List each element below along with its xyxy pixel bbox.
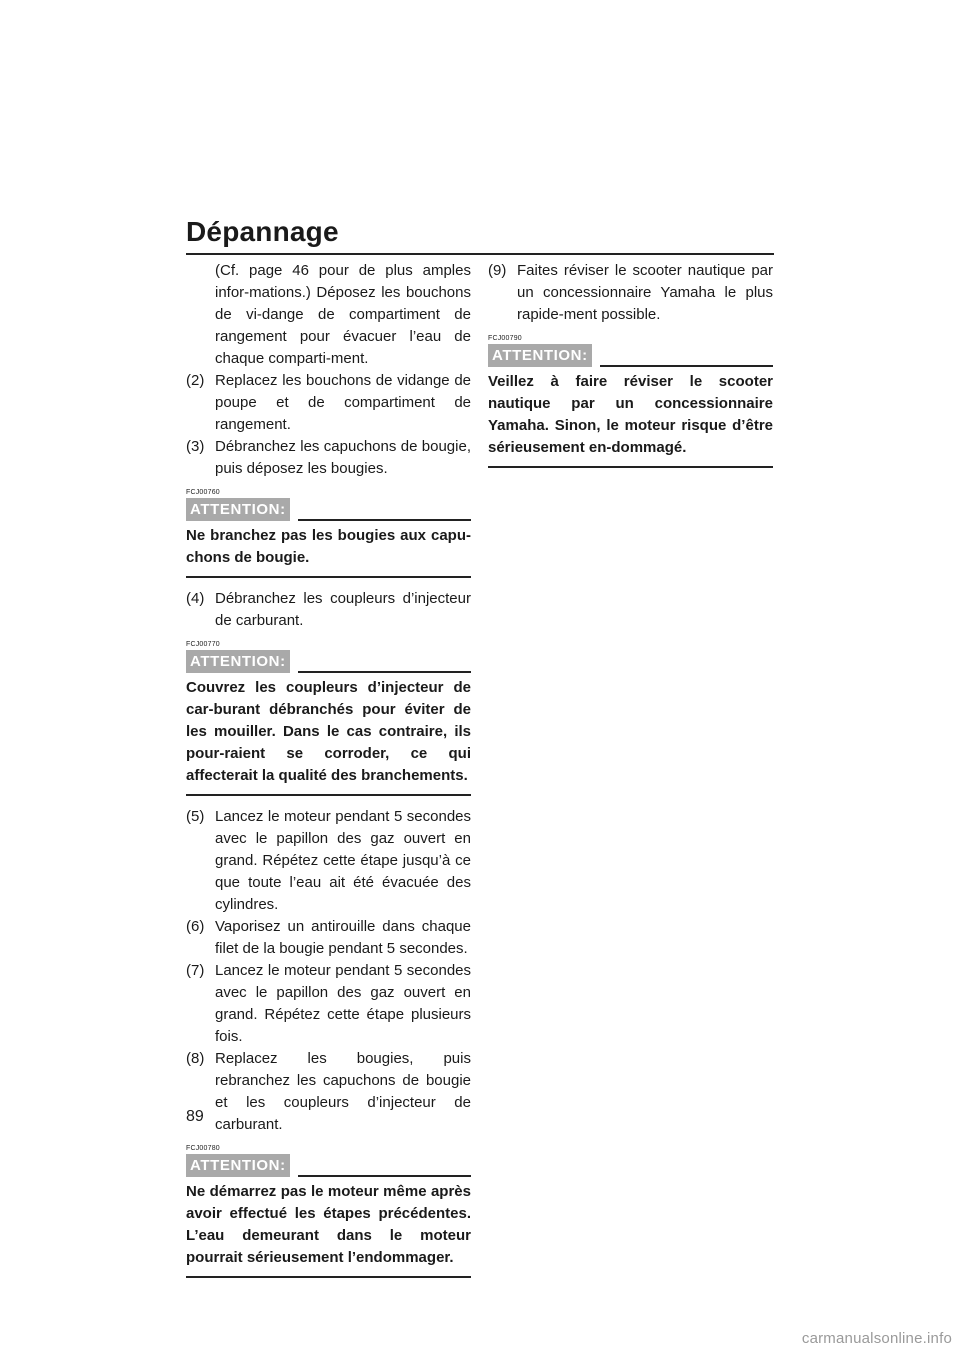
- warning-text: Couvrez les coupleurs d’injecteur de car-burant débranchés pour éviter de les mouiller. Dans le cas contraire, ils pour-raient se corroder, ce qui affecterait la qualité des branchements.: [186, 673, 471, 796]
- step-item: [186, 370, 471, 436]
- step-number: (4): [186, 590, 205, 607]
- step-text: Vaporisez un antirouille dans chaque filet de la bougie pendant 5 secondes.: [215, 918, 471, 957]
- step-item: [186, 806, 471, 916]
- left-column: [186, 260, 471, 1278]
- step-number: (3): [186, 438, 205, 455]
- step-number: (7): [186, 962, 205, 979]
- warning-text: Ne démarrez pas le moteur même après avoir effectué les étapes précédentes. L’eau demeurant dans le moteur pourrait sérieusement l’endommager.: [186, 1177, 471, 1278]
- warning-code: FCJ00780: [186, 1145, 220, 1152]
- step-item: [488, 260, 773, 326]
- step-item: [186, 1048, 471, 1136]
- attention-badge: ATTENTION:: [186, 1154, 290, 1177]
- watermark-link[interactable]: carmanualsonline.info: [801, 1330, 952, 1347]
- step-number: (2): [186, 372, 205, 389]
- warning-box: [186, 640, 471, 796]
- warning-text: Ne branchez pas les bougies aux capu-chons de bougie.: [186, 521, 471, 578]
- step-number: (5): [186, 808, 205, 825]
- warning-code: FCJ00770: [186, 641, 220, 648]
- step-item: [186, 960, 471, 1048]
- attention-badge: ATTENTION:: [186, 498, 290, 521]
- step-number: (9): [488, 262, 507, 279]
- warning-rule: [298, 519, 471, 521]
- warning-rule: [298, 671, 471, 673]
- step-text: Replacez les bouchons de vidange de poupe et de compartiment de rangement.: [215, 372, 471, 433]
- warning-box: [186, 1144, 471, 1278]
- title-divider: [186, 253, 774, 255]
- page-title: Dépannage: [186, 216, 339, 247]
- step-number: (8): [186, 1050, 205, 1067]
- step-text: Lancez le moteur pendant 5 secondes avec le papillon des gaz ouvert en grand. Répétez cette étape plusieurs fois.: [215, 962, 471, 1045]
- warning-header: [488, 344, 773, 367]
- step-1-continuation: (Cf. page 46 pour de plus amples infor-mations.) Déposez les bouchons de vi-dange de compartiment de rangement pour évacuer l’eau de chaque comparti-ment.: [215, 262, 471, 367]
- warning-header: [186, 1154, 471, 1177]
- step-number: (6): [186, 918, 205, 935]
- warning-header: [186, 650, 471, 673]
- warning-code: FCJ00790: [488, 335, 522, 342]
- step-item: [186, 436, 471, 480]
- step-text: Lancez le moteur pendant 5 secondes avec le papillon des gaz ouvert en grand. Répétez cette étape jusqu’à ce que toute l’eau ait été évacuée des cylindres.: [215, 808, 471, 913]
- step-item: [186, 916, 471, 960]
- page-number: 89: [186, 1108, 204, 1125]
- right-column: [488, 260, 773, 468]
- step-text: Débranchez les coupleurs d’injecteur de carburant.: [215, 590, 471, 629]
- warning-box: [186, 488, 471, 578]
- warning-text: Veillez à faire réviser le scooter nautique par un concessionnaire Yamaha. Sinon, le moteur risque d’être sérieusement en-dommagé.: [488, 367, 773, 468]
- warning-header: [186, 498, 471, 521]
- warning-rule: [600, 365, 773, 367]
- step-text: Replacez les bougies, puis rebranchez les capuchons de bougie et les coupleurs d’injecteur de carburant.: [215, 1050, 471, 1133]
- step-text: Débranchez les capuchons de bougie, puis déposez les bougies.: [215, 438, 471, 477]
- attention-badge: ATTENTION:: [488, 344, 592, 367]
- warning-rule: [298, 1175, 471, 1177]
- step-item: [186, 588, 471, 632]
- attention-badge: ATTENTION:: [186, 650, 290, 673]
- warning-code: FCJ00760: [186, 489, 220, 496]
- step-text: Faites réviser le scooter nautique par un concessionnaire Yamaha le plus rapide-ment possible.: [517, 262, 773, 323]
- warning-box: [488, 334, 773, 468]
